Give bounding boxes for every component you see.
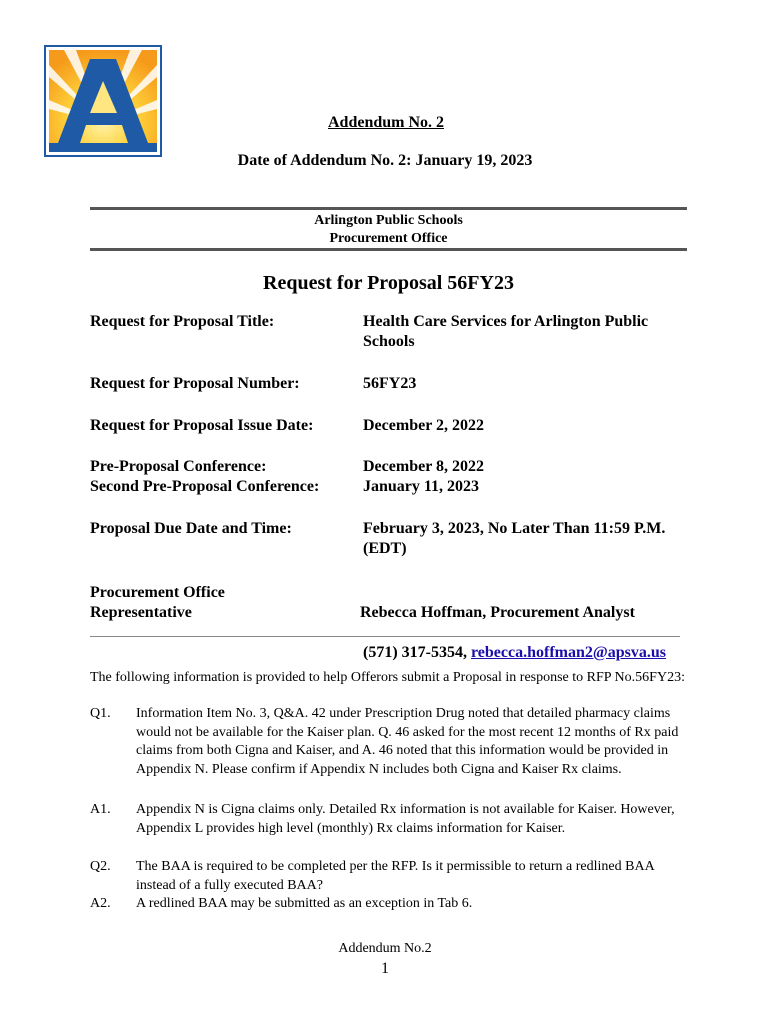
representative-contact xyxy=(360,643,707,663)
qa-tag: A1. xyxy=(90,802,111,817)
organization-office: Procurement Office xyxy=(329,231,448,246)
rfp-heading: Request for Proposal 56FY23 xyxy=(263,272,514,294)
qa-text: Appendix N is Cigna claims only. Detailed Rx information is not available for Kaiser. However, Appendix L provides high level (monthly) Rx claims information for Kaiser. xyxy=(136,802,675,836)
qa-text: A redlined BAA may be submitted as an exception in Tab 6. xyxy=(136,896,473,911)
rfp-number-label: Request for Proposal Number: xyxy=(90,375,300,392)
page-number: 1 xyxy=(381,960,389,977)
intro-text: The following information is provided to help Offerors submit a Proposal in response to RFP No.56FY23: xyxy=(90,670,685,685)
qa-tag: Q2. xyxy=(90,859,111,874)
organization-name: Arlington Public Schools xyxy=(314,213,463,228)
representative-value xyxy=(360,583,707,683)
arlington-schools-logo xyxy=(44,45,162,157)
qa-tag: Q1. xyxy=(90,706,111,721)
conference-label: Pre-Proposal Conference: Second Pre-Proposal Conference: xyxy=(90,458,320,495)
addendum-title: Addendum No. 2 xyxy=(327,114,445,131)
header-rule-bottom xyxy=(90,248,687,251)
rfp-issue-date-label: Request for Proposal Issue Date: xyxy=(90,417,314,434)
qa-text: The BAA is required to be completed per the RFP. Is it permissible to return a redlined BAA instead of a fully executed BAA? xyxy=(136,859,654,893)
header-rule-top xyxy=(90,207,687,210)
rfp-issue-date-value: December 2, 2022 xyxy=(363,417,484,434)
representative-phone: (571) 317-5354, xyxy=(363,644,471,661)
due-date-label: Proposal Due Date and Time: xyxy=(90,520,292,537)
addendum-date: Date of Addendum No. 2: January 19, 2023 xyxy=(237,152,533,169)
section-divider xyxy=(90,636,680,637)
rfp-number-value: 56FY23 xyxy=(363,375,417,392)
representative-name: Rebecca Hoffman, Procurement Analyst xyxy=(360,604,635,621)
rfp-title-value: Health Care Services for Arlington Public Schools xyxy=(363,313,649,350)
conference-value: December 8, 2022 January 11, 2023 xyxy=(363,458,484,495)
representative-email-link[interactable]: rebecca.hoffman2@apsva.us xyxy=(470,644,667,661)
rfp-title-label: Request for Proposal Title: xyxy=(90,313,275,330)
qa-text: Information Item No. 3, Q&A. 42 under Prescription Drug noted that detailed pharmacy claims would not be available for the Kaiser plan. Q. 46 asked for the most recent 12 months of Rx paid claims from both Cigna and Kaiser, and A. 46 noted that this information would be provided in Appendix N. Please confirm if Appendix N includes both Cigna and Kaiser Rx claims. xyxy=(136,706,679,777)
due-date-value: February 3, 2023, No Later Than 11:59 P.M. (EDT) xyxy=(363,520,666,557)
qa-tag: A2. xyxy=(90,896,111,911)
footer-label: Addendum No.2 xyxy=(338,941,432,956)
representative-label: Procurement Office Representative xyxy=(90,584,225,621)
